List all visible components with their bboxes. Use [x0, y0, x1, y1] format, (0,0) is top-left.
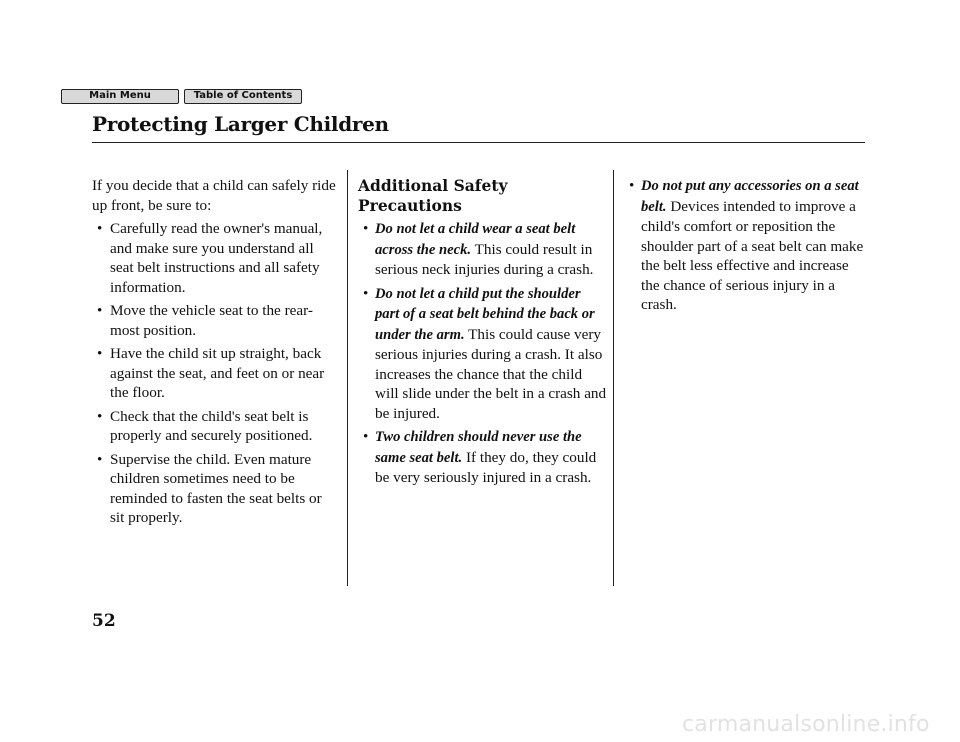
- warning-emphasis: Do not let a child put the shoulder part of a seat belt behind the back or under the arm.: [375, 285, 595, 343]
- page-title: Protecting Larger Children: [92, 112, 389, 136]
- warning-emphasis: Do not let a child wear a seat belt across the neck.: [375, 221, 576, 258]
- safety-precautions-list: [358, 219, 608, 488]
- warning-emphasis: Two children should never use the same seat belt.: [375, 429, 582, 466]
- list-item: • Check that the child's seat belt is properly and securely positioned.: [92, 407, 337, 446]
- title-rule: [92, 142, 865, 143]
- column-divider: [613, 170, 614, 586]
- warning-text: This could result in serious neck injuries during a crash.: [375, 240, 594, 278]
- list-item: • Supervise the child. Even mature children sometimes need to be reminded to fasten the seat belts or sit properly.: [92, 450, 337, 528]
- warning-text: This could cause very serious injuries during a crash. It also increases the chance that the child will slide under the belt in a crash and be injured.: [375, 325, 607, 422]
- list-item: [358, 284, 608, 424]
- list-item: [358, 219, 608, 280]
- column-divider: [347, 170, 348, 586]
- warning-text: Devices intended to improve a child's comfort or reposition the shoulder part of a seat belt can make the belt less effective and increase the chance of serious injury in a crash.: [641, 197, 864, 313]
- list-item: • Carefully read the owner's manual, and make sure you understand all seat belt instructions and all safety information.: [92, 219, 337, 297]
- column-three: [624, 176, 864, 315]
- ride-up-front-checklist: [92, 219, 337, 528]
- list-item: • Have the child sit up straight, back against the seat, and feet on or near the floor.: [92, 344, 337, 403]
- column-one: [92, 176, 337, 528]
- watermark: carmanualsonline.info: [682, 712, 930, 737]
- section-heading: Additional Safety Precautions: [358, 176, 508, 215]
- table-of-contents-button[interactable]: Table of Contents: [184, 89, 302, 104]
- list-item: • Move the vehicle seat to the rear-most position.: [92, 301, 337, 340]
- column-two: [358, 176, 608, 488]
- safety-precautions-list-continued: [624, 176, 864, 315]
- list-item: [358, 427, 608, 488]
- list-item: [624, 176, 864, 315]
- main-menu-button[interactable]: Main Menu: [61, 89, 179, 104]
- warning-text: If they do, they could be very seriously injured in a crash.: [375, 448, 597, 486]
- warning-emphasis: Do not put any accessories on a seat belt.: [641, 178, 859, 215]
- intro-paragraph: If you decide that a child can safely ride up front, be sure to:: [92, 177, 336, 214]
- page-number: 52: [92, 611, 116, 631]
